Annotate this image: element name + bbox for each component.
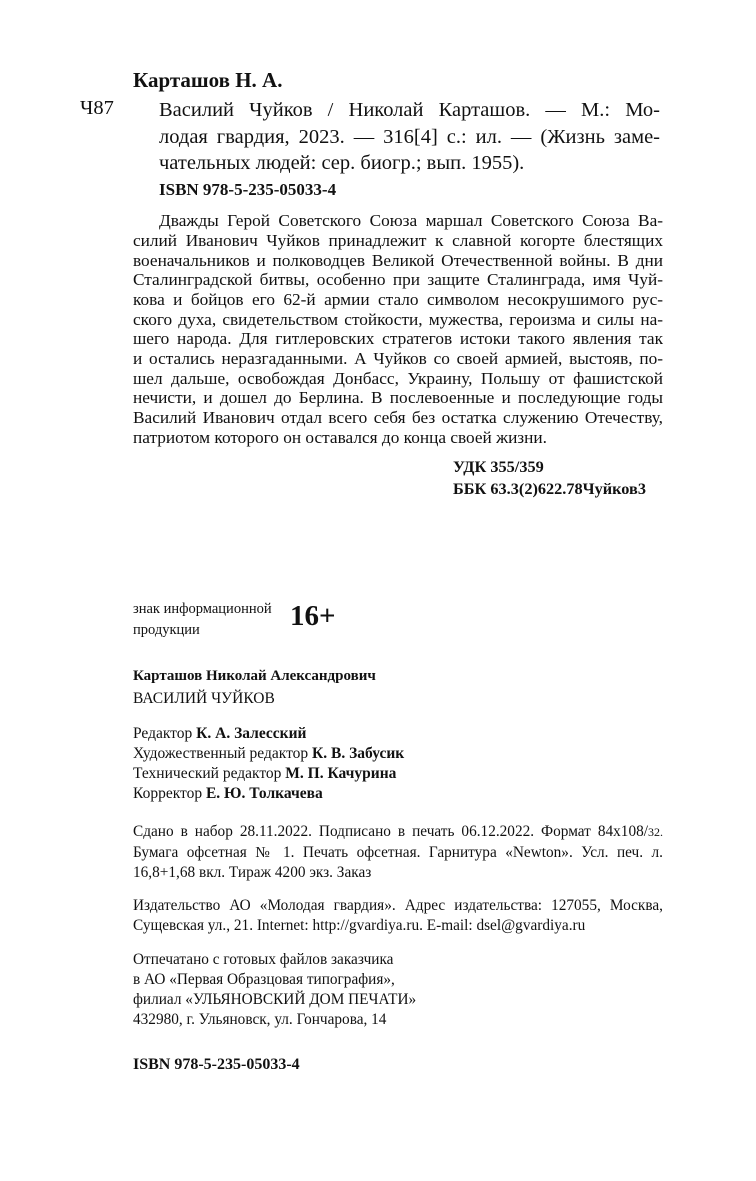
author-heading: Карташов Н. А. bbox=[133, 68, 283, 92]
bibliographic-description-line: лодая гвардия, 2023. — 316[4] с.: ил. — (Жизнь заме- bbox=[159, 126, 660, 148]
abstract-line: шего народа. Для гитлеровских стратегов истоки такого явления так bbox=[133, 329, 663, 348]
production-text: Сдано в набор 28.11.2022. Подписано в печать 06.12.2022. Формат 84x108/ bbox=[133, 823, 648, 840]
abstract-line: Василий Иванович отдал всего себя без остатка служению Отечеству, bbox=[133, 408, 663, 427]
abstract-line: шел дальше, освобождая Донбасс, Украину, Польшу от фашистской bbox=[133, 369, 663, 388]
credit-line bbox=[133, 725, 306, 743]
credit-line bbox=[133, 765, 396, 783]
production-line bbox=[133, 823, 663, 841]
age-rating: 16+ bbox=[290, 600, 336, 632]
format-tail: 32. bbox=[648, 825, 663, 839]
udk-index: УДК 355/359 bbox=[453, 457, 544, 476]
printer-line: филиал «УЛЬЯНОВСКИЙ ДОМ ПЕЧАТИ» bbox=[133, 991, 417, 1008]
abstract-line: военачальников и полководцев Великой Отечественной войны. В дни bbox=[133, 251, 663, 270]
credit-role: Художественный редактор bbox=[133, 745, 309, 762]
production-line: Бумага офсетная № 1. Печать офсетная. Гарнитура «Newton». Усл. печ. л. bbox=[133, 844, 663, 861]
publisher-line: Сущевская ул., 21. Internet: http://gvardiya.ru. E-mail: dsel@gvardiya.ru bbox=[133, 917, 586, 934]
bibliographic-description-line: Василий Чуйков / Николай Карташов. — М.: Мо- bbox=[159, 99, 660, 121]
abstract-line: ского духа, свидетельством стойкости, мужества, героизма и силы на- bbox=[133, 310, 663, 329]
credit-name: К. А. Залесский bbox=[196, 725, 307, 742]
imprint-author: Карташов Николай Александрович bbox=[133, 668, 376, 684]
abstract-line: Дважды Герой Советского Союза маршал Советского Союза Ва- bbox=[159, 211, 663, 230]
credit-role: Корректор bbox=[133, 785, 203, 802]
credit-name: Е. Ю. Толкачева bbox=[205, 785, 323, 802]
age-label-caption-line: знак информационной bbox=[133, 601, 272, 617]
bbk-index: ББК 63.3(2)622.78Чуйков3 bbox=[453, 479, 646, 498]
isbn-top: ISBN 978-5-235-05033-4 bbox=[159, 180, 337, 199]
bibliographic-description-line: чательных людей: сер. биогр.; вып. 1955). bbox=[159, 152, 525, 174]
credit-role: Технический редактор bbox=[133, 765, 282, 782]
imprint-title: ВАСИЛИЙ ЧУЙКОВ bbox=[133, 690, 275, 707]
printer-line: 432980, г. Ульяновск, ул. Гончарова, 14 bbox=[133, 1011, 387, 1028]
printer-line: в АО «Первая Образцовая типография», bbox=[133, 971, 395, 988]
abstract-line: и остались неразгаданными. А Чуйков со своей армией, выстояв, по- bbox=[133, 349, 663, 368]
publisher-line: Издательство АО «Молодая гвардия». Адрес издательства: 127055, Москва, bbox=[133, 897, 663, 914]
credit-name: К. В. Забусик bbox=[312, 745, 405, 762]
abstract-line: патриотом которого он оставался до конца своей жизни. bbox=[133, 428, 547, 447]
abstract-line: кова и бойцов его 62-й армии стало символом несокрушимого рус- bbox=[133, 290, 663, 309]
printer-line: Отпечатано с готовых файлов заказчика bbox=[133, 951, 394, 968]
abstract-line: силий Иванович Чуйков принадлежит к славной когорте блестящих bbox=[133, 231, 663, 250]
abstract-line: Сталинградской битвы, особенно при защите Сталинграда, имя Чуй- bbox=[133, 270, 663, 289]
abstract-line: нечисти, и дошел до Берлина. В послевоенные и последующие годы bbox=[133, 388, 663, 407]
credit-line bbox=[133, 785, 323, 803]
production-line: 16,8+1,68 вкл. Тираж 4200 экз. Заказ bbox=[133, 864, 372, 881]
credit-name: М. П. Качурина bbox=[285, 765, 397, 782]
author-cipher: Ч87 bbox=[80, 97, 114, 119]
age-label-caption-line: продукции bbox=[133, 622, 200, 638]
credit-line bbox=[133, 745, 404, 763]
isbn-bottom: ISBN 978-5-235-05033-4 bbox=[133, 1056, 300, 1073]
age-label-caption bbox=[133, 599, 272, 641]
credit-role: Редактор bbox=[133, 725, 193, 742]
